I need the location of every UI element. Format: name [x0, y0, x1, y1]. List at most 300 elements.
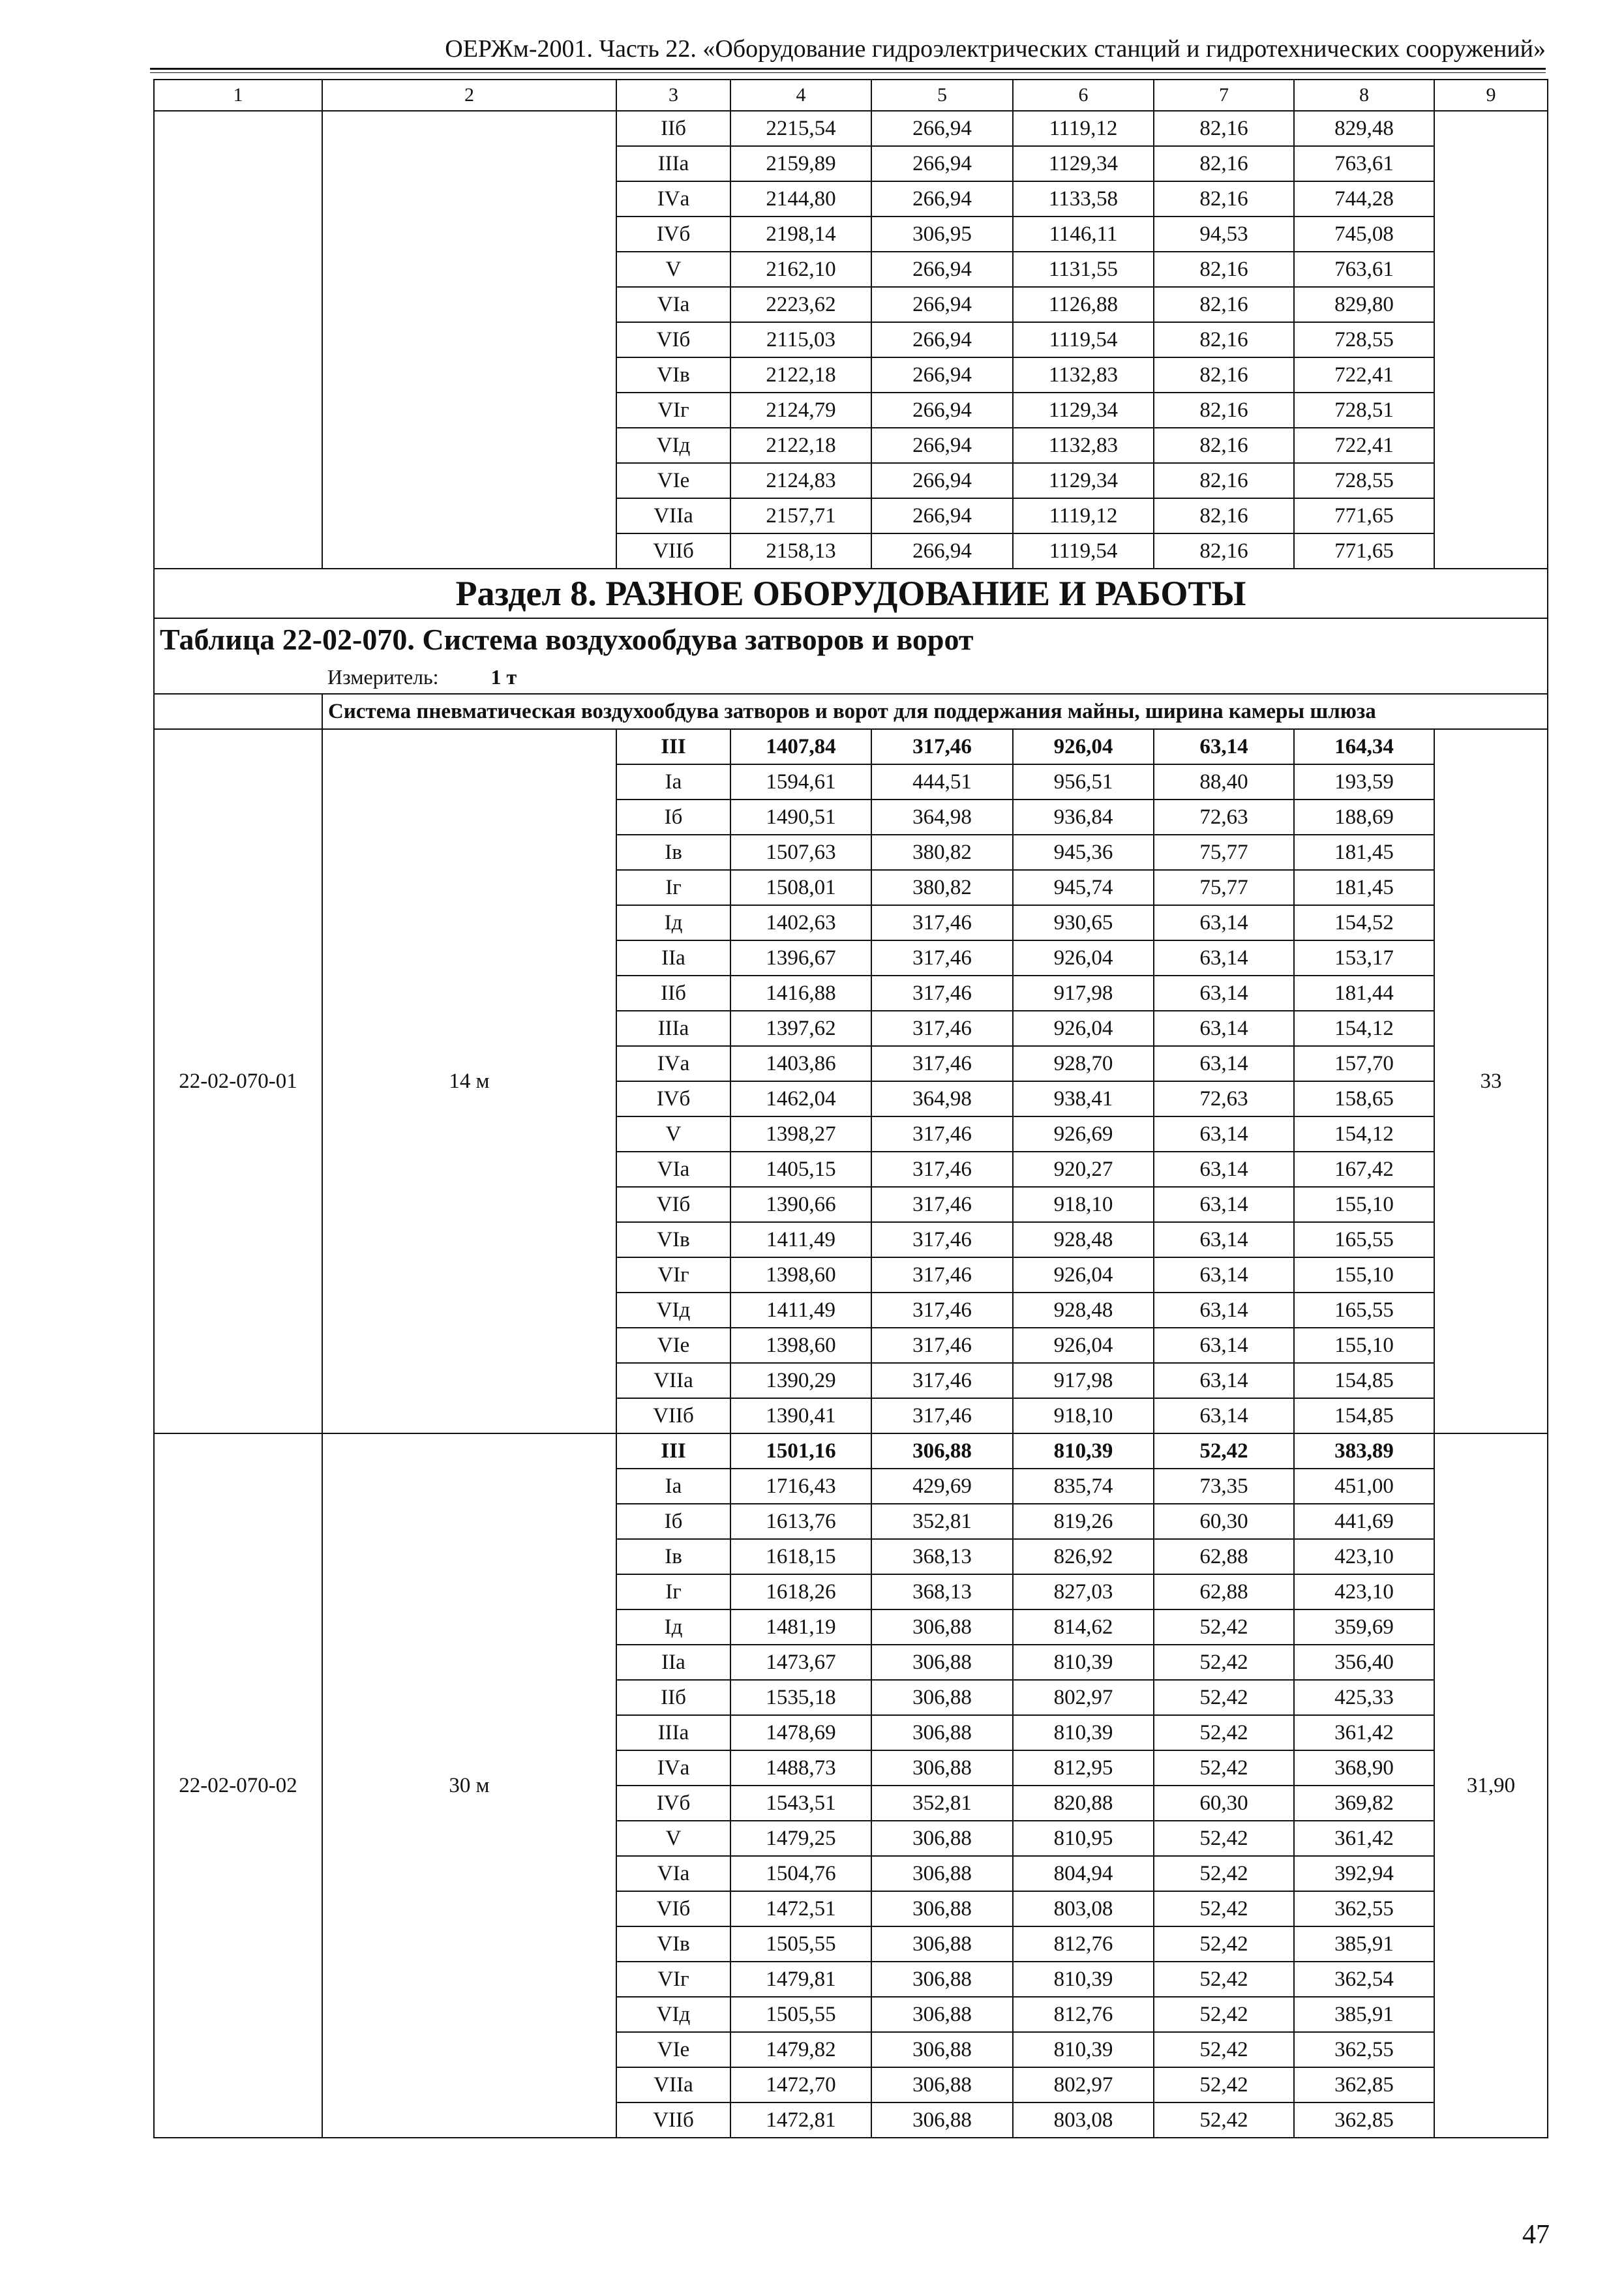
- wages-cell: 306,88: [871, 1962, 1013, 1997]
- direct-cost-cell: 1390,41: [730, 1398, 871, 1433]
- wages-cell: 306,88: [871, 1609, 1013, 1645]
- wages-cell: 317,46: [871, 1398, 1013, 1433]
- wages-cell: 306,88: [871, 1680, 1013, 1715]
- materials-cell: 362,85: [1294, 2067, 1434, 2102]
- zone-cell: III: [616, 729, 730, 764]
- machinist-wages-cell: 82,16: [1154, 498, 1294, 533]
- zone-cell: VIв: [616, 357, 730, 393]
- machines-cell: 917,98: [1013, 1363, 1154, 1398]
- zone-cell: Iг: [616, 870, 730, 905]
- machinist-wages-cell: 52,42: [1154, 2032, 1294, 2067]
- zone-cell: Iг: [616, 1574, 730, 1609]
- zone-cell: VIг: [616, 1962, 730, 1997]
- column-number-cell: 8: [1294, 80, 1434, 111]
- materials-cell: 154,12: [1294, 1116, 1434, 1152]
- machines-cell: 926,04: [1013, 1011, 1154, 1046]
- column-number-cell: 7: [1154, 80, 1294, 111]
- wages-cell: 352,81: [871, 1504, 1013, 1539]
- machinist-wages-cell: 82,16: [1154, 181, 1294, 217]
- machines-cell: 1119,12: [1013, 498, 1154, 533]
- unit-label: Измеритель:: [327, 665, 439, 689]
- direct-cost-cell: 1505,55: [730, 1997, 871, 2032]
- direct-cost-cell: 1488,73: [730, 1750, 871, 1786]
- materials-cell: 728,55: [1294, 463, 1434, 498]
- machinist-wages-cell: 82,16: [1154, 533, 1294, 569]
- machines-cell: 835,74: [1013, 1469, 1154, 1504]
- zone-cell: V: [616, 1821, 730, 1856]
- machines-cell: 802,97: [1013, 1680, 1154, 1715]
- zone-cell: VIе: [616, 463, 730, 498]
- column-number-cell: 4: [730, 80, 871, 111]
- machinist-wages-cell: 63,14: [1154, 1257, 1294, 1293]
- zone-cell: VIд: [616, 1293, 730, 1328]
- wages-cell: 306,88: [871, 1715, 1013, 1750]
- direct-cost-cell: 2198,14: [730, 217, 871, 252]
- direct-cost-cell: 2162,10: [730, 252, 871, 287]
- materials-cell: 392,94: [1294, 1856, 1434, 1891]
- column-number-cell: 3: [616, 80, 730, 111]
- machines-cell: 804,94: [1013, 1856, 1154, 1891]
- name-cell: 14 м: [322, 729, 616, 1433]
- wages-cell: 317,46: [871, 729, 1013, 764]
- machines-cell: 917,98: [1013, 976, 1154, 1011]
- zone-cell: Iб: [616, 1504, 730, 1539]
- machines-cell: 803,08: [1013, 2102, 1154, 2138]
- zone-cell: Iв: [616, 835, 730, 870]
- machinist-wages-cell: 82,16: [1154, 111, 1294, 146]
- machinist-wages-cell: 52,42: [1154, 1750, 1294, 1786]
- materials-cell: 829,80: [1294, 287, 1434, 322]
- materials-cell: 154,52: [1294, 905, 1434, 940]
- machines-cell: 1132,83: [1013, 357, 1154, 393]
- wages-cell: 306,88: [871, 2067, 1013, 2102]
- wages-cell: 306,88: [871, 1645, 1013, 1680]
- machines-cell: 820,88: [1013, 1786, 1154, 1821]
- direct-cost-cell: 2144,80: [730, 181, 871, 217]
- zone-cell: VIе: [616, 2032, 730, 2067]
- zone-cell: VIIб: [616, 533, 730, 569]
- machinist-wages-cell: 52,42: [1154, 1821, 1294, 1856]
- direct-cost-cell: 2122,18: [730, 428, 871, 463]
- wages-cell: 306,88: [871, 1926, 1013, 1962]
- materials-cell: 359,69: [1294, 1609, 1434, 1645]
- materials-cell: 154,12: [1294, 1011, 1434, 1046]
- materials-cell: 423,10: [1294, 1574, 1434, 1609]
- materials-cell: 829,48: [1294, 111, 1434, 146]
- machines-cell: 938,41: [1013, 1081, 1154, 1116]
- machines-cell: 945,74: [1013, 870, 1154, 905]
- rate-cell: [1434, 111, 1548, 569]
- direct-cost-cell: 1618,26: [730, 1574, 871, 1609]
- wages-cell: 317,46: [871, 1187, 1013, 1222]
- direct-cost-cell: 2124,83: [730, 463, 871, 498]
- zone-cell: VIб: [616, 1187, 730, 1222]
- materials-cell: 369,82: [1294, 1786, 1434, 1821]
- direct-cost-cell: 1481,19: [730, 1609, 871, 1645]
- machinist-wages-cell: 63,14: [1154, 1328, 1294, 1363]
- materials-cell: 362,85: [1294, 2102, 1434, 2138]
- machines-cell: 918,10: [1013, 1398, 1154, 1433]
- direct-cost-cell: 1479,25: [730, 1821, 871, 1856]
- wages-cell: 266,94: [871, 463, 1013, 498]
- materials-cell: 154,85: [1294, 1363, 1434, 1398]
- materials-cell: 356,40: [1294, 1645, 1434, 1680]
- direct-cost-cell: 1472,70: [730, 2067, 871, 2102]
- materials-cell: 164,34: [1294, 729, 1434, 764]
- machines-cell: 1129,34: [1013, 146, 1154, 181]
- wages-cell: 306,88: [871, 1997, 1013, 2032]
- wages-cell: 306,88: [871, 2102, 1013, 2138]
- table-row: [154, 729, 1548, 764]
- wages-cell: 317,46: [871, 1363, 1013, 1398]
- machines-cell: 928,48: [1013, 1222, 1154, 1257]
- zone-cell: IVб: [616, 1786, 730, 1821]
- materials-cell: 155,10: [1294, 1328, 1434, 1363]
- materials-cell: 153,17: [1294, 940, 1434, 976]
- zone-cell: Iб: [616, 800, 730, 835]
- direct-cost-cell: 1505,55: [730, 1926, 871, 1962]
- direct-cost-cell: 1501,16: [730, 1433, 871, 1469]
- materials-cell: 385,91: [1294, 1926, 1434, 1962]
- wages-cell: 317,46: [871, 1152, 1013, 1187]
- machinist-wages-cell: 82,16: [1154, 287, 1294, 322]
- machinist-wages-cell: 52,42: [1154, 1926, 1294, 1962]
- machines-cell: 926,04: [1013, 940, 1154, 976]
- machinist-wages-cell: 63,14: [1154, 1187, 1294, 1222]
- table-title-row: [154, 618, 1548, 661]
- zone-cell: Iд: [616, 905, 730, 940]
- wages-cell: 317,46: [871, 1257, 1013, 1293]
- machines-cell: 1129,34: [1013, 463, 1154, 498]
- direct-cost-cell: 1618,15: [730, 1539, 871, 1574]
- zone-cell: III: [616, 1433, 730, 1469]
- zone-cell: VIв: [616, 1222, 730, 1257]
- zone-cell: IIIа: [616, 1715, 730, 1750]
- column-number-cell: 9: [1434, 80, 1548, 111]
- direct-cost-cell: 1397,62: [730, 1011, 871, 1046]
- machines-cell: 819,26: [1013, 1504, 1154, 1539]
- machines-cell: 802,97: [1013, 2067, 1154, 2102]
- wages-cell: 266,94: [871, 181, 1013, 217]
- direct-cost-cell: 1479,82: [730, 2032, 871, 2067]
- page-number: 47: [1522, 2220, 1550, 2250]
- machines-cell: 926,04: [1013, 1257, 1154, 1293]
- wages-cell: 364,98: [871, 800, 1013, 835]
- machinist-wages-cell: 52,42: [1154, 2102, 1294, 2138]
- zone-cell: IVа: [616, 1046, 730, 1081]
- materials-cell: 744,28: [1294, 181, 1434, 217]
- machines-cell: 1119,54: [1013, 533, 1154, 569]
- machines-cell: 956,51: [1013, 764, 1154, 800]
- zone-cell: IVб: [616, 1081, 730, 1116]
- zone-cell: IIа: [616, 940, 730, 976]
- zone-cell: VIб: [616, 322, 730, 357]
- wages-cell: 306,88: [871, 1821, 1013, 1856]
- machinist-wages-cell: 82,16: [1154, 357, 1294, 393]
- name-cell: 30 м: [322, 1433, 616, 2138]
- wages-cell: 444,51: [871, 764, 1013, 800]
- machines-cell: 812,76: [1013, 1997, 1154, 2032]
- machines-cell: 926,69: [1013, 1116, 1154, 1152]
- wages-cell: 266,94: [871, 428, 1013, 463]
- direct-cost-cell: 2215,54: [730, 111, 871, 146]
- wages-cell: 306,88: [871, 1856, 1013, 1891]
- materials-cell: 181,45: [1294, 870, 1434, 905]
- zone-cell: VIа: [616, 1856, 730, 1891]
- machinist-wages-cell: 63,14: [1154, 940, 1294, 976]
- materials-cell: 362,55: [1294, 2032, 1434, 2067]
- wages-cell: 380,82: [871, 835, 1013, 870]
- rates-table-body: [154, 80, 1548, 2138]
- machinist-wages-cell: 75,77: [1154, 870, 1294, 905]
- direct-cost-cell: 1403,86: [730, 1046, 871, 1081]
- wages-cell: 266,94: [871, 498, 1013, 533]
- wages-cell: 306,88: [871, 2032, 1013, 2067]
- zone-cell: IIб: [616, 1680, 730, 1715]
- direct-cost-cell: 1716,43: [730, 1469, 871, 1504]
- materials-cell: 722,41: [1294, 357, 1434, 393]
- blank-cell: [154, 694, 322, 729]
- column-number-row: [154, 80, 1548, 111]
- machinist-wages-cell: 60,30: [1154, 1504, 1294, 1539]
- materials-cell: 362,55: [1294, 1891, 1434, 1926]
- subtitle-row: [154, 694, 1548, 729]
- direct-cost-cell: 1479,81: [730, 1962, 871, 1997]
- zone-cell: IIб: [616, 111, 730, 146]
- materials-cell: 155,10: [1294, 1257, 1434, 1293]
- wages-cell: 306,88: [871, 1750, 1013, 1786]
- machines-cell: 1132,83: [1013, 428, 1154, 463]
- direct-cost-cell: 1398,60: [730, 1257, 871, 1293]
- machinist-wages-cell: 62,88: [1154, 1574, 1294, 1609]
- machinist-wages-cell: 63,14: [1154, 1046, 1294, 1081]
- machinist-wages-cell: 62,88: [1154, 1539, 1294, 1574]
- materials-cell: 165,55: [1294, 1293, 1434, 1328]
- wages-cell: 266,94: [871, 393, 1013, 428]
- machinist-wages-cell: 52,42: [1154, 1891, 1294, 1926]
- materials-cell: 188,69: [1294, 800, 1434, 835]
- direct-cost-cell: 1462,04: [730, 1081, 871, 1116]
- table-row: [154, 1433, 1548, 1469]
- machinist-wages-cell: 63,14: [1154, 1011, 1294, 1046]
- direct-cost-cell: 2223,62: [730, 287, 871, 322]
- wages-cell: 266,94: [871, 533, 1013, 569]
- materials-cell: 423,10: [1294, 1539, 1434, 1574]
- machines-cell: 810,39: [1013, 2032, 1154, 2067]
- materials-cell: 154,85: [1294, 1398, 1434, 1433]
- zone-cell: VIг: [616, 393, 730, 428]
- zone-cell: VIд: [616, 428, 730, 463]
- direct-cost-cell: 2124,79: [730, 393, 871, 428]
- machines-cell: 826,92: [1013, 1539, 1154, 1574]
- machinist-wages-cell: 52,42: [1154, 1645, 1294, 1680]
- zone-cell: VIIб: [616, 2102, 730, 2138]
- machinist-wages-cell: 52,42: [1154, 1997, 1294, 2032]
- wages-cell: 368,13: [871, 1539, 1013, 1574]
- machinist-wages-cell: 75,77: [1154, 835, 1294, 870]
- code-cell: 22-02-070-02: [154, 1433, 322, 2138]
- machines-cell: 810,39: [1013, 1645, 1154, 1680]
- machines-cell: 827,03: [1013, 1574, 1154, 1609]
- machines-cell: 918,10: [1013, 1187, 1154, 1222]
- direct-cost-cell: 1507,63: [730, 835, 871, 870]
- direct-cost-cell: 1613,76: [730, 1504, 871, 1539]
- direct-cost-cell: 1396,67: [730, 940, 871, 976]
- zone-cell: IIIа: [616, 1011, 730, 1046]
- materials-cell: 158,65: [1294, 1081, 1434, 1116]
- materials-cell: 362,54: [1294, 1962, 1434, 1997]
- wages-cell: 266,94: [871, 357, 1013, 393]
- materials-cell: 157,70: [1294, 1046, 1434, 1081]
- direct-cost-cell: 1472,81: [730, 2102, 871, 2138]
- materials-cell: 722,41: [1294, 428, 1434, 463]
- materials-cell: 165,55: [1294, 1222, 1434, 1257]
- direct-cost-cell: 1473,67: [730, 1645, 871, 1680]
- machines-cell: 810,39: [1013, 1715, 1154, 1750]
- column-number-cell: 2: [322, 80, 616, 111]
- machinist-wages-cell: 63,14: [1154, 1116, 1294, 1152]
- machinist-wages-cell: 82,16: [1154, 428, 1294, 463]
- rate-cell: 31,90: [1434, 1433, 1548, 2138]
- direct-cost-cell: 1390,66: [730, 1187, 871, 1222]
- machinist-wages-cell: 52,42: [1154, 1962, 1294, 1997]
- section-title-row: [154, 569, 1548, 618]
- running-header: ОЕРЖм-2001. Часть 22. «Оборудование гидроэлектрических станций и гидротехнических сооружений»: [445, 35, 1546, 63]
- machinist-wages-cell: 82,16: [1154, 322, 1294, 357]
- direct-cost-cell: 1416,88: [730, 976, 871, 1011]
- wages-cell: 317,46: [871, 976, 1013, 1011]
- machines-cell: 1146,11: [1013, 217, 1154, 252]
- machinist-wages-cell: 82,16: [1154, 252, 1294, 287]
- column-number-cell: 5: [871, 80, 1013, 111]
- machines-cell: 812,76: [1013, 1926, 1154, 1962]
- machinist-wages-cell: 52,42: [1154, 1680, 1294, 1715]
- wages-cell: 317,46: [871, 1222, 1013, 1257]
- wages-cell: 317,46: [871, 1046, 1013, 1081]
- wages-cell: 317,46: [871, 1011, 1013, 1046]
- wages-cell: 368,13: [871, 1574, 1013, 1609]
- machines-cell: 926,04: [1013, 1328, 1154, 1363]
- wages-cell: 266,94: [871, 322, 1013, 357]
- direct-cost-cell: 2158,13: [730, 533, 871, 569]
- wages-cell: 266,94: [871, 252, 1013, 287]
- table-subtitle: Система пневматическая воздухообдува затворов и ворот для поддержания майны, ширина камеры шлюза: [322, 694, 1548, 729]
- materials-cell: 167,42: [1294, 1152, 1434, 1187]
- wages-cell: 306,88: [871, 1891, 1013, 1926]
- machines-cell: 810,39: [1013, 1962, 1154, 1997]
- machines-cell: 926,04: [1013, 729, 1154, 764]
- zone-cell: Iв: [616, 1539, 730, 1574]
- direct-cost-cell: 1490,51: [730, 800, 871, 835]
- machines-cell: 803,08: [1013, 1891, 1154, 1926]
- machines-cell: 810,95: [1013, 1821, 1154, 1856]
- machines-cell: 936,84: [1013, 800, 1154, 835]
- zone-cell: VIа: [616, 1152, 730, 1187]
- direct-cost-cell: 2122,18: [730, 357, 871, 393]
- zone-cell: VIг: [616, 1257, 730, 1293]
- wages-cell: 266,94: [871, 287, 1013, 322]
- direct-cost-cell: 1398,27: [730, 1116, 871, 1152]
- machines-cell: 1131,55: [1013, 252, 1154, 287]
- wages-cell: 317,46: [871, 940, 1013, 976]
- machinist-wages-cell: 72,63: [1154, 1081, 1294, 1116]
- wages-cell: 352,81: [871, 1786, 1013, 1821]
- unit-cell: [154, 661, 1548, 694]
- wages-cell: 317,46: [871, 905, 1013, 940]
- zone-cell: VIIа: [616, 2067, 730, 2102]
- machinist-wages-cell: 52,42: [1154, 1433, 1294, 1469]
- machines-cell: 1119,54: [1013, 322, 1154, 357]
- zone-cell: IVа: [616, 1750, 730, 1786]
- header-rule: [150, 68, 1546, 73]
- wages-cell: 317,46: [871, 1293, 1013, 1328]
- materials-cell: 361,42: [1294, 1715, 1434, 1750]
- machines-cell: 1129,34: [1013, 393, 1154, 428]
- direct-cost-cell: 1594,61: [730, 764, 871, 800]
- wages-cell: 429,69: [871, 1469, 1013, 1504]
- machinist-wages-cell: 52,42: [1154, 2067, 1294, 2102]
- machinist-wages-cell: 63,14: [1154, 976, 1294, 1011]
- materials-cell: 771,65: [1294, 498, 1434, 533]
- materials-cell: 361,42: [1294, 1821, 1434, 1856]
- wages-cell: 306,88: [871, 1433, 1013, 1469]
- machines-cell: 930,65: [1013, 905, 1154, 940]
- direct-cost-cell: 1504,76: [730, 1856, 871, 1891]
- materials-cell: 193,59: [1294, 764, 1434, 800]
- direct-cost-cell: 1407,84: [730, 729, 871, 764]
- zone-cell: VIб: [616, 1891, 730, 1926]
- materials-cell: 385,91: [1294, 1997, 1434, 2032]
- direct-cost-cell: 1411,49: [730, 1293, 871, 1328]
- machinist-wages-cell: 52,42: [1154, 1715, 1294, 1750]
- materials-cell: 441,69: [1294, 1504, 1434, 1539]
- table-row: [154, 111, 1548, 146]
- machines-cell: 1133,58: [1013, 181, 1154, 217]
- materials-cell: 451,00: [1294, 1469, 1434, 1504]
- zone-cell: IVа: [616, 181, 730, 217]
- materials-cell: 425,33: [1294, 1680, 1434, 1715]
- wages-cell: 317,46: [871, 1116, 1013, 1152]
- machinist-wages-cell: 63,14: [1154, 1293, 1294, 1328]
- wages-cell: 266,94: [871, 146, 1013, 181]
- machinist-wages-cell: 73,35: [1154, 1469, 1294, 1504]
- zone-cell: Iа: [616, 1469, 730, 1504]
- machinist-wages-cell: 63,14: [1154, 1152, 1294, 1187]
- machines-cell: 928,70: [1013, 1046, 1154, 1081]
- machinist-wages-cell: 63,14: [1154, 729, 1294, 764]
- direct-cost-cell: 2159,89: [730, 146, 871, 181]
- unit-value: 1 т: [490, 665, 517, 689]
- machines-cell: 945,36: [1013, 835, 1154, 870]
- direct-cost-cell: 2157,71: [730, 498, 871, 533]
- column-number-cell: 6: [1013, 80, 1154, 111]
- direct-cost-cell: 1535,18: [730, 1680, 871, 1715]
- direct-cost-cell: 1390,29: [730, 1363, 871, 1398]
- name-cell: [322, 111, 616, 569]
- wages-cell: 306,95: [871, 217, 1013, 252]
- materials-cell: 181,44: [1294, 976, 1434, 1011]
- wages-cell: 380,82: [871, 870, 1013, 905]
- materials-cell: 763,61: [1294, 146, 1434, 181]
- zone-cell: IIIа: [616, 146, 730, 181]
- zone-cell: VIIа: [616, 498, 730, 533]
- zone-cell: V: [616, 1116, 730, 1152]
- zone-cell: IVб: [616, 217, 730, 252]
- direct-cost-cell: 1402,63: [730, 905, 871, 940]
- machinist-wages-cell: 82,16: [1154, 393, 1294, 428]
- materials-cell: 383,89: [1294, 1433, 1434, 1469]
- machines-cell: 814,62: [1013, 1609, 1154, 1645]
